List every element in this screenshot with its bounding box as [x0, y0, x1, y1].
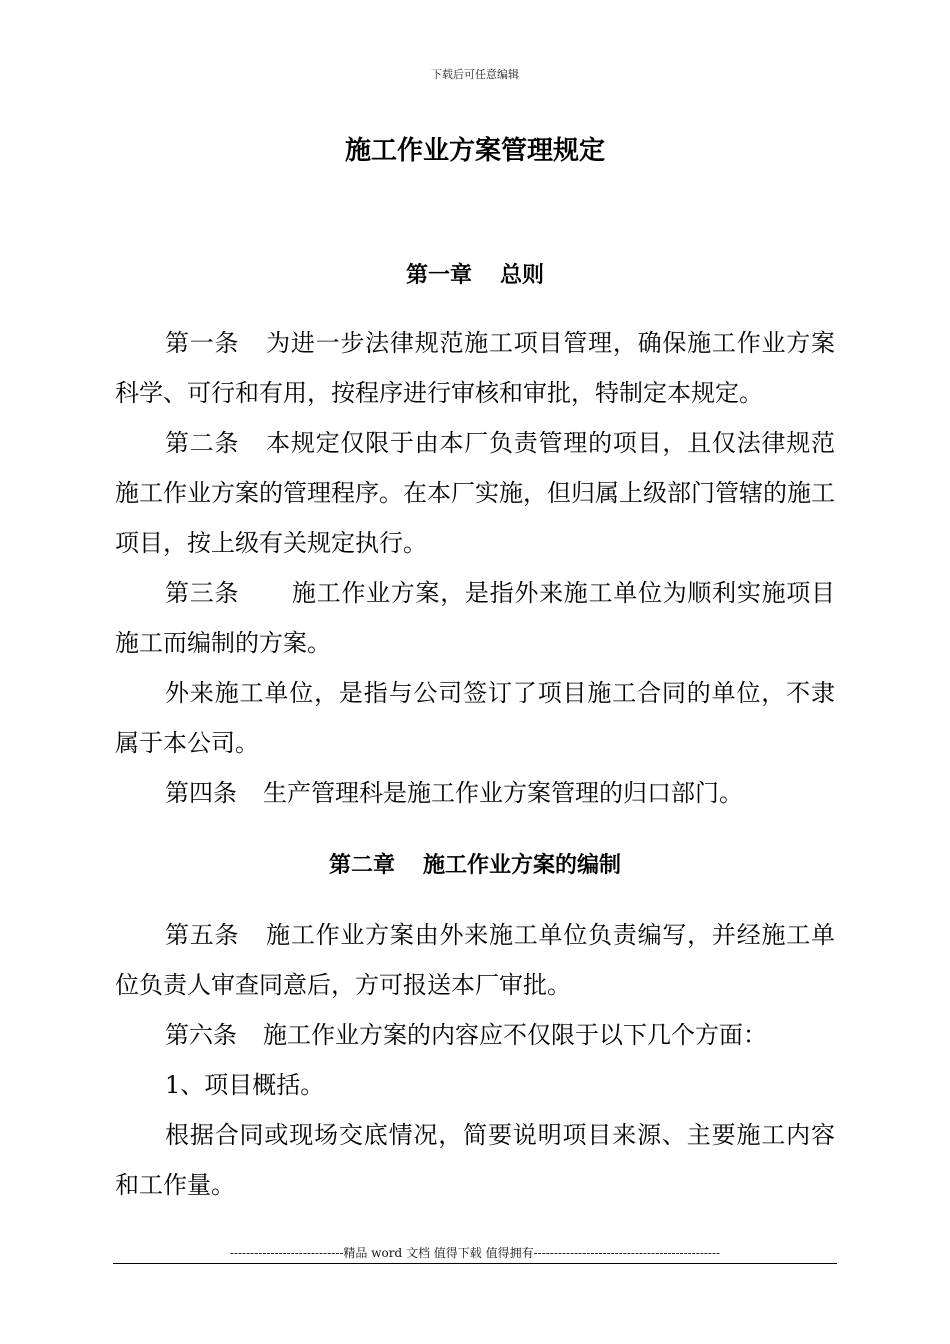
- list-item-1: 1、项目概括。: [165, 1071, 325, 1099]
- article-2-number: 第二条: [165, 429, 240, 457]
- article-4: [115, 768, 835, 818]
- header-note: 下载后可任意编辑: [431, 68, 519, 81]
- article-3-number: 第三条: [165, 579, 240, 607]
- article-1-text: 为进一步法律规范施工项目管理，确保施工作业方案科学、可行和有用，按程序进行审核和审批，特制定本规定。: [115, 329, 836, 407]
- chapter-1-heading: [0, 258, 950, 289]
- article-3: [115, 568, 835, 668]
- article-6: [115, 1010, 835, 1060]
- article-4-text: 生产管理科是施工作业方案管理的归口部门。: [263, 779, 743, 807]
- article-2-text: 本规定仅限于由本厂负责管理的项目，且仅法律规范施工作业方案的管理程序。在本厂实施，但归属上级部门管辖的施工项目，按上级有关规定执行。: [115, 429, 836, 557]
- footer-text: ----------------------------精品 word 文档 值得下载 值得拥有----------------------------------------------: [229, 1246, 721, 1260]
- article-5-number: 第五条: [165, 921, 240, 949]
- article-5: [115, 910, 835, 1010]
- article-6-number: 第六条: [165, 1021, 237, 1049]
- chapter-1-number: 第一章: [405, 263, 472, 288]
- article-1: [115, 318, 835, 418]
- article-5-text: 施工作业方案由外来施工单位负责编写，并经施工单位负责人审查同意后，方可报送本厂审批。: [115, 921, 836, 999]
- list-item-1-description: 根据合同或现场交底情况，简要说明项目来源、主要施工内容和工作量。: [115, 1121, 835, 1199]
- chapter-2-name: 施工作业方案的编制: [423, 853, 622, 878]
- article-3-text: 施工作业方案，是指外来施工单位为顺利实施项目施工而编制的方案。: [115, 579, 836, 657]
- chapter-1-name: 总则: [500, 263, 545, 288]
- document-title: 施工作业方案管理规定: [344, 136, 605, 166]
- article-1-number: 第一条: [165, 329, 240, 357]
- article-2: [115, 418, 835, 568]
- chapter-2-heading: [0, 848, 950, 879]
- article-6-text: 施工作业方案的内容应不仅限于以下几个方面：: [263, 1021, 767, 1049]
- chapter-2-number: 第二章: [328, 853, 395, 878]
- article-4-number: 第四条: [165, 779, 237, 807]
- article-3-definition: 外来施工单位，是指与公司签订了项目施工合同的单位，不隶属于本公司。: [115, 679, 835, 757]
- footer-rule: [113, 1263, 837, 1264]
